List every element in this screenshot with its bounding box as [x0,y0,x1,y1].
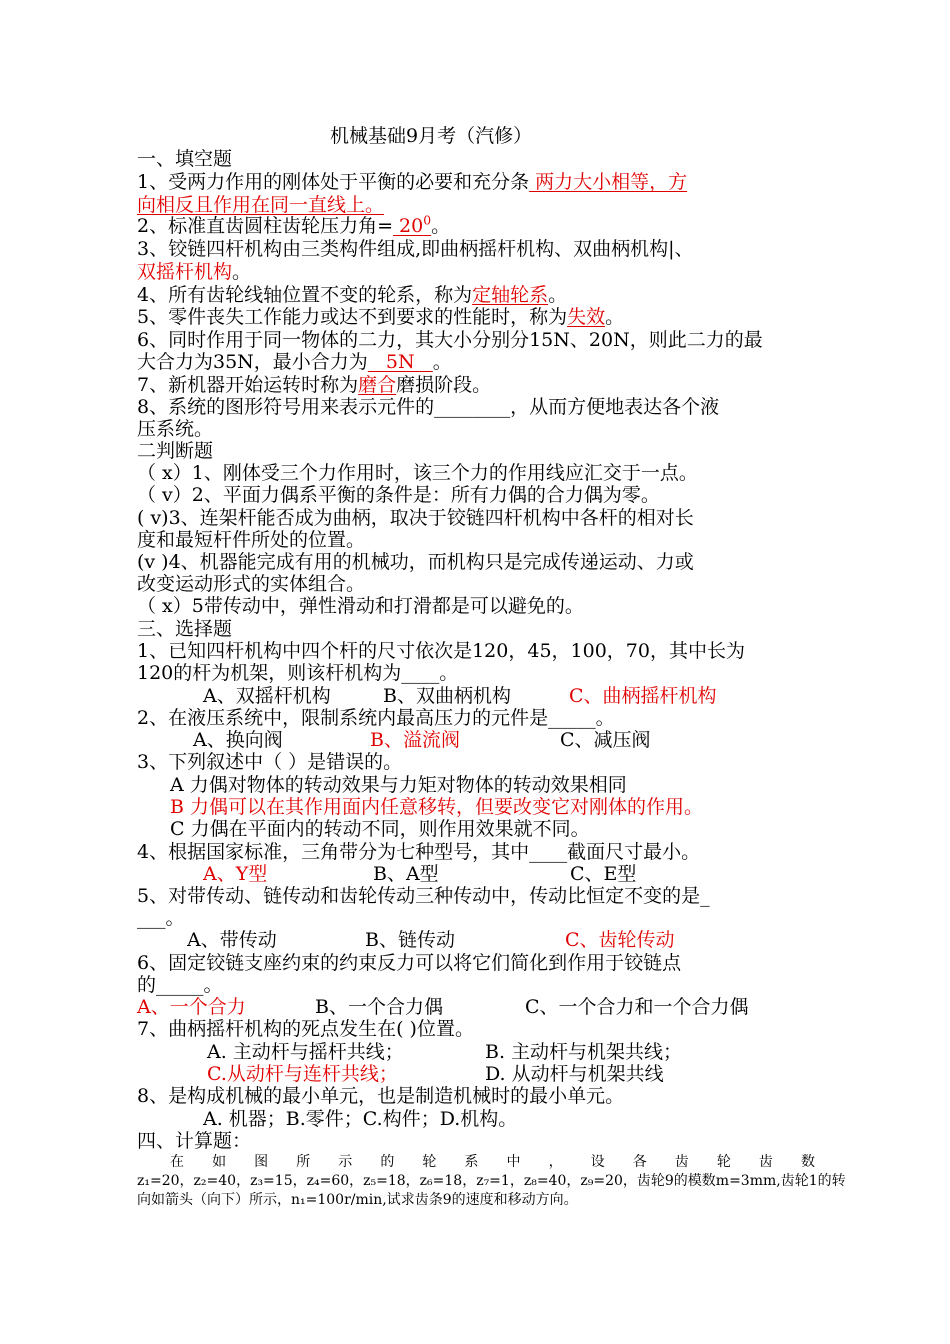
fill-q3-answer: 双摇杆机构 [137,261,233,283]
fill-q6-answer: 5N [367,351,433,373]
section-judge-heading: 二判断题 [137,440,214,462]
choice-q5-line2: ___。 [137,907,185,929]
choice-q5-option-a: A、带传动 [187,929,277,951]
calc-problem-char: 在 [170,1154,184,1170]
calc-problem-char: 数 [800,1154,815,1170]
fill-q7-answer: 磨合 [358,374,397,396]
calc-problem-char: 的 [380,1154,395,1170]
choice-q1-option-a: A、双摇杆机构 [203,685,331,707]
choice-q7-option-d: D. 从动杆与机架共线 [485,1063,664,1085]
calc-problem-char: 图 [254,1154,269,1170]
judge-q4-line1: (v )4、机器能完成有用的机械功，而机构只是完成传递运动、力或 [137,551,694,573]
calc-problem-char: 系 [464,1154,479,1170]
choice-q2-option-c: C、减压阀 [560,729,651,751]
choice-q5-option-c: C、齿轮传动 [565,929,675,951]
calc-problem-char: 齿 [674,1154,689,1170]
choice-q2-option-a: A、换向阀 [193,729,283,751]
choice-q4-option-c: C、E型 [570,863,637,885]
choice-q1-option-c: C、曲柄摇杆机构 [569,685,717,707]
choice-q6-option-c: C、一个合力和一个合力偶 [525,996,749,1018]
section-calc-heading: 四、计算题： [137,1130,252,1152]
fill-q4: 4、所有齿轮线轴位置不变的轮系，称为定轴轮系。 [137,284,568,306]
fill-q1-answer: 两力大小相等，方 [529,171,688,193]
choice-q8: 8、是构成机械的最小单元，也是制造机械时的最小单元。 [137,1085,625,1107]
calc-problem-char: 轮 [716,1154,731,1170]
fill-q6-line1: 6、同时作用于同一物体的二力，其大小分别分15N、20N，则此二力的最 [137,329,763,351]
judge-q2: （ v）2、平面力偶系平衡的条件是：所有力偶的合力偶为零。 [137,484,660,506]
choice-q1-line1: 1、已知四杆机构中四个杆的尺寸依次是120，45，100，70，其中长为 [137,640,745,662]
fill-q5: 5、零件丧失工作能力或达不到要求的性能时，称为失效。 [137,306,625,328]
fill-q1-line1: 1、受两力作用的刚体处于平衡的必要和充分条 两力大小相等，方 [137,171,688,193]
choice-q3-option-b: B 力偶可以在其作用面内任意移转，但要改变它对刚体的作用。 [170,796,704,818]
judge-q5: （ x）5带传动中，弹性滑动和打滑都是可以避免的。 [137,595,584,617]
page-title: 机械基础9月考（汽修） [330,125,533,147]
choice-q2: 2、在液压系统中，限制系统内最高压力的元件是_____。 [137,707,615,729]
fill-q5-answer: 失效 [567,306,606,328]
judge-q1: （ x）1、刚体受三个力作用时，该三个力的作用线应汇交于一点。 [137,462,698,484]
choice-q4-option-b: B、A型 [373,863,439,885]
calc-problem-char: 轮 [422,1154,437,1170]
choice-q6-line1: 6、固定铰链支座约束的约束反力可以将它们简化到作用于铰链点 [137,952,682,974]
choice-q2-option-b: B、溢流阀 [370,729,460,751]
choice-q7-option-b: B. 主动杆与机架共线； [485,1041,683,1063]
choice-q3-option-a: A 力偶对物体的转动效果与力矩对物体的转动效果相同 [170,774,627,796]
fill-q3-line2: 双摇杆机构。 [137,261,252,283]
fill-q8-line2: 压系统。 [137,418,214,440]
fill-q7: 7、新机器开始运转时称为磨合磨损阶段。 [137,374,492,396]
fill-q4-answer: 定轴轮系 [472,284,549,306]
fill-q3-line1: 3、铰链四杆机构由三类构件组成,即曲柄摇杆机构、双曲柄机构|、 [137,238,694,260]
fill-q2-answer: $20^0$ [393,213,432,237]
calc-problem-char: ， [548,1154,563,1170]
choice-q8-options: A. 机器；B.零件；C.构件；D.机构。 [203,1108,518,1130]
calc-problem-char: 所 [296,1154,311,1170]
choice-q1-line2: 120的杆为机架，则该杆机构为____。 [137,662,459,684]
calc-problem-char: 各 [632,1154,647,1170]
calc-problem-line2: z₁=20，z₂=40，z₃=15，z₄=60，z₅=18，z₆=18，z₇=1，z₈=40，z₉=20，齿轮9的模数m=3mm,齿轮1的转 [137,1173,846,1189]
calc-problem-char: 中 [506,1154,521,1170]
section-choice-heading: 三、选择题 [137,618,233,640]
fill-q2: 2、标准直齿圆柱齿轮压力角= $20^0$。 [137,213,451,237]
choice-q5-option-b: B、链传动 [365,929,455,951]
choice-q7-option-a: A. 主动杆与摇杆共线； [207,1041,404,1063]
fill-q8-line1: 8、系统的图形符号用来表示元件的________，从而方便地表达各个液 [137,396,720,418]
fill-q1-line2 [137,194,384,217]
section-fill-blank-heading: 一、填空题 [137,148,233,170]
choice-q3: 3、下列叙述中（ ）是错误的。 [137,751,403,773]
calc-problem-char: 设 [590,1154,605,1170]
calc-problem-char: 示 [338,1154,353,1170]
choice-q7-option-c: C.从动杆与连杆共线； [207,1063,398,1085]
choice-q4-option-a: A、Y型 [203,863,268,885]
choice-q1-option-b: B、双曲柄机构 [383,685,511,707]
calc-problem-char: 如 [212,1154,227,1170]
choice-q3-option-c: C 力偶在平面内的转动不同，则作用效果就不同。 [170,818,590,840]
fill-q1-answer-cont: 向相反且作用在同一直线上。 [137,194,385,216]
calc-problem-char: 齿 [758,1154,773,1170]
fill-q6-line2: 大合力为35N，最小合力为 5N 。 [137,351,452,373]
judge-q3-line1: ( v)3、连架杆能否成为曲柄，取决于铰链四杆机构中各杆的相对长 [137,507,694,529]
calc-problem-line1 [170,1153,815,1172]
choice-q5-line1: 5、对带传动、链传动和齿轮传动三种传动中，传动比恒定不变的是_ [137,885,710,907]
choice-q7: 7、曲柄摇杆机构的死点发生在( )位置。 [137,1018,474,1040]
choice-q6-option-a: A、一个合力 [137,996,246,1018]
choice-q4: 4、根据国家标准，三角带分为七种型号，其中____截面尺寸最小。 [137,841,701,863]
choice-q6-option-b: B、一个合力偶 [315,996,443,1018]
judge-q3-line2: 度和最短杆件所处的位置。 [137,529,366,551]
choice-q6-line2: 的_____。 [137,974,223,996]
calc-problem-line3: 向如箭头（向下）所示，n₁=100r/min,试求齿条9的速度和移动方向。 [137,1192,578,1208]
judge-q4-line2: 改变运动形式的实体组合。 [137,573,366,595]
